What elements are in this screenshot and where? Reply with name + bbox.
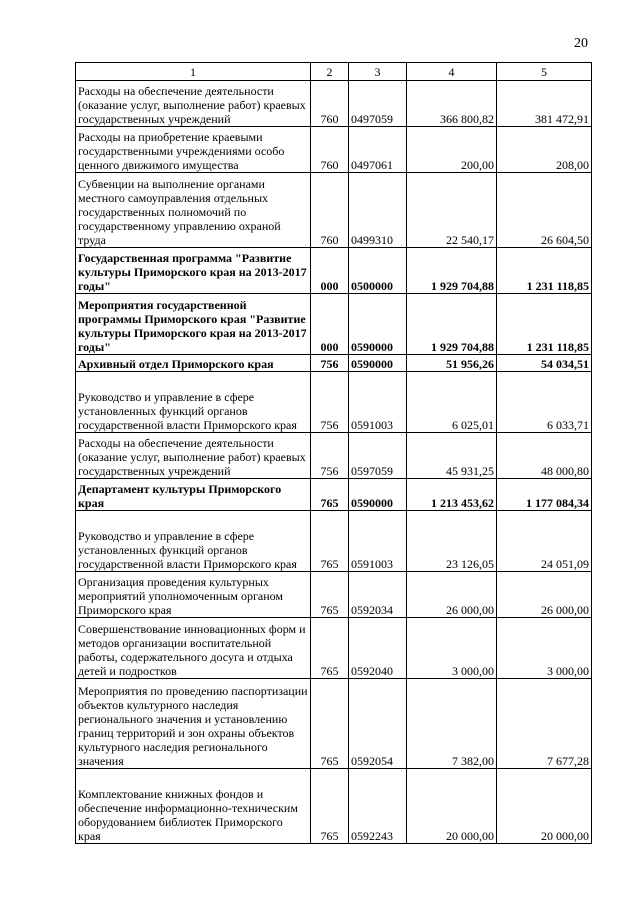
row-value-1-cell: 6 025,01	[407, 372, 497, 433]
row-value-1-cell: 26 000,00	[407, 572, 497, 618]
row-csr-cell: 0592040	[349, 618, 407, 679]
row-name-cell: Субвенции на выполнение органами местного самоуправления отдельных государственных полномочий по государственному управлению охраной труда	[76, 173, 311, 248]
row-value-1-cell: 23 126,05	[407, 511, 497, 572]
table-row	[76, 127, 592, 173]
row-code-cell: 760	[311, 173, 349, 248]
table-row	[76, 294, 592, 355]
row-code-cell: 000	[311, 248, 349, 294]
header-cell-value-1: 4	[407, 63, 497, 81]
table-row	[76, 248, 592, 294]
table-row	[76, 372, 592, 433]
row-code-cell: 765	[311, 618, 349, 679]
table-row	[76, 511, 592, 572]
row-value-1-cell: 200,00	[407, 127, 497, 173]
header-cell-csr: 3	[349, 63, 407, 81]
table-row	[76, 679, 592, 769]
row-value-1-cell: 22 540,17	[407, 173, 497, 248]
row-code-cell: 765	[311, 572, 349, 618]
row-name-cell: Мероприятия по проведению паспортизации объектов культурного наследия регионального значения и установлению границ территорий и зон охраны объектов культурного наследия регионального значения	[76, 679, 311, 769]
row-value-1-cell: 1 929 704,88	[407, 294, 497, 355]
row-value-2-cell: 24 051,09	[497, 511, 592, 572]
row-value-2-cell: 1 177 084,34	[497, 479, 592, 511]
row-csr-cell: 0497061	[349, 127, 407, 173]
row-name-cell: Руководство и управление в сфере установленных функций органов государственной власти Приморского края	[76, 372, 311, 433]
table-row	[76, 81, 592, 127]
row-name-cell: Расходы на обеспечение деятельности (оказание услуг, выполнение работ) краевых государственных учреждений	[76, 81, 311, 127]
row-csr-cell: 0500000	[349, 248, 407, 294]
row-value-2-cell: 54 034,51	[497, 355, 592, 372]
row-value-1-cell: 3 000,00	[407, 618, 497, 679]
row-csr-cell: 0592054	[349, 679, 407, 769]
row-value-2-cell: 48 000,80	[497, 433, 592, 479]
row-value-2-cell: 381 472,91	[497, 81, 592, 127]
row-value-1-cell: 366 800,82	[407, 81, 497, 127]
row-name-cell: Организация проведения культурных мероприятий уполномоченным органом Приморского края	[76, 572, 311, 618]
row-name-cell: Расходы на обеспечение деятельности (оказание услуг, выполнение работ) краевых государственных учреждений	[76, 433, 311, 479]
row-value-2-cell: 1 231 118,85	[497, 294, 592, 355]
row-value-2-cell: 6 033,71	[497, 372, 592, 433]
row-code-cell: 000	[311, 294, 349, 355]
row-csr-cell: 0592243	[349, 769, 407, 844]
row-value-1-cell: 1 929 704,88	[407, 248, 497, 294]
header-cell-value-2: 5	[497, 63, 592, 81]
row-value-1-cell: 51 956,26	[407, 355, 497, 372]
row-name-cell: Комплектование книжных фондов и обеспечение информационно-техническим оборудованием библиотек Приморского края	[76, 769, 311, 844]
row-value-2-cell: 3 000,00	[497, 618, 592, 679]
row-code-cell: 760	[311, 81, 349, 127]
row-value-1-cell: 20 000,00	[407, 769, 497, 844]
row-csr-cell: 0592034	[349, 572, 407, 618]
header-cell-name: 1	[76, 63, 311, 81]
row-name-cell: Мероприятия государственной программы Приморского края "Развитие культуры Приморского края на 2013-2017 годы"	[76, 294, 311, 355]
row-csr-cell: 0590000	[349, 479, 407, 511]
row-value-1-cell: 7 382,00	[407, 679, 497, 769]
row-value-1-cell: 45 931,25	[407, 433, 497, 479]
header-cell-code: 2	[311, 63, 349, 81]
row-code-cell: 765	[311, 511, 349, 572]
row-code-cell: 756	[311, 372, 349, 433]
row-value-2-cell: 1 231 118,85	[497, 248, 592, 294]
table-row	[76, 572, 592, 618]
row-code-cell: 760	[311, 127, 349, 173]
row-code-cell: 756	[311, 433, 349, 479]
row-code-cell: 765	[311, 679, 349, 769]
row-value-2-cell: 208,00	[497, 127, 592, 173]
table-row	[76, 479, 592, 511]
row-name-cell: Государственная программа "Развитие культуры Приморского края на 2013-2017 годы"	[76, 248, 311, 294]
row-code-cell: 756	[311, 355, 349, 372]
table-row	[76, 618, 592, 679]
row-csr-cell: 0597059	[349, 433, 407, 479]
row-csr-cell: 0590000	[349, 294, 407, 355]
budget-table	[75, 62, 592, 844]
row-csr-cell: 0591003	[349, 372, 407, 433]
row-name-cell: Руководство и управление в сфере установленных функций органов государственной власти Приморского края	[76, 511, 311, 572]
table-row	[76, 355, 592, 372]
row-value-2-cell: 26 000,00	[497, 572, 592, 618]
table-row	[76, 173, 592, 248]
table-header-row	[76, 63, 592, 81]
table-row	[76, 769, 592, 844]
row-value-2-cell: 20 000,00	[497, 769, 592, 844]
row-value-1-cell: 1 213 453,62	[407, 479, 497, 511]
page-number: 20	[574, 36, 588, 51]
row-name-cell: Архивный отдел Приморского края	[76, 355, 311, 372]
row-name-cell: Совершенствование инновационных форм и методов организации воспитательной работы, содержательного досуга и отдыха детей и подростков	[76, 618, 311, 679]
row-csr-cell: 0591003	[349, 511, 407, 572]
row-csr-cell: 0499310	[349, 173, 407, 248]
row-csr-cell: 0497059	[349, 81, 407, 127]
row-code-cell: 765	[311, 769, 349, 844]
row-value-2-cell: 7 677,28	[497, 679, 592, 769]
row-value-2-cell: 26 604,50	[497, 173, 592, 248]
row-name-cell: Департамент культуры Приморского края	[76, 479, 311, 511]
row-name-cell: Расходы на приобретение краевыми государственными учреждениями особо ценного движимого имущества	[76, 127, 311, 173]
row-code-cell: 765	[311, 479, 349, 511]
row-csr-cell: 0590000	[349, 355, 407, 372]
table-row	[76, 433, 592, 479]
